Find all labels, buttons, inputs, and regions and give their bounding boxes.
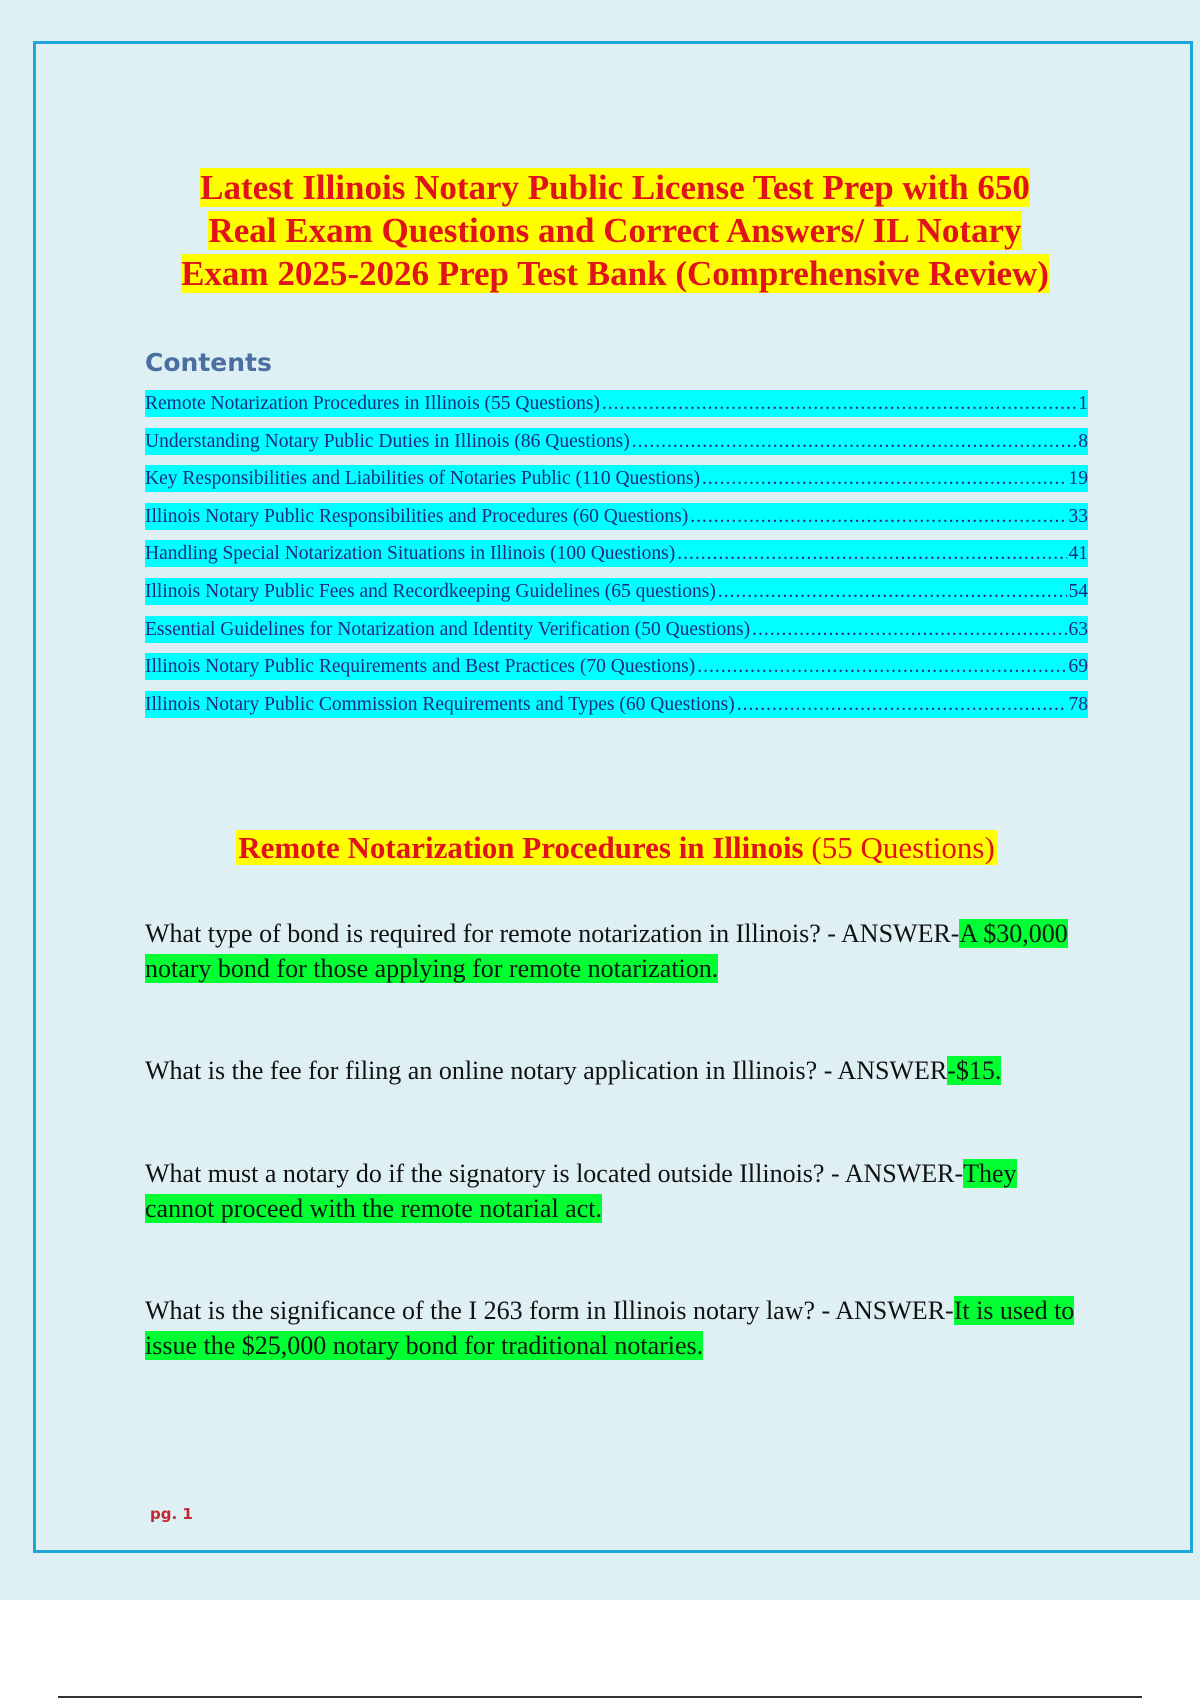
toc-page-number: 33 bbox=[1068, 505, 1088, 527]
question-item bbox=[145, 916, 1090, 986]
toc-leader-dots bbox=[702, 465, 1067, 492]
table-of-contents bbox=[145, 390, 1088, 728]
toc-page-number: 19 bbox=[1068, 468, 1088, 490]
toc-entry[interactable] bbox=[145, 616, 1088, 643]
toc-leader-dots bbox=[697, 653, 1066, 680]
toc-entry-text: Essential Guidelines for Notarization and Identity Verification (50 Questions) bbox=[145, 618, 751, 640]
section-question-count: (55 Questions) bbox=[811, 830, 995, 865]
title-line: Real Exam Questions and Correct Answers/ IL Notary bbox=[208, 211, 1022, 250]
section-title: Remote Notarization Procedures in Illinois bbox=[238, 830, 804, 865]
toc-leader-dots bbox=[677, 540, 1066, 567]
question-text: What must a notary do if the signatory is located outside Illinois? - ANSWER- bbox=[145, 1159, 964, 1188]
toc-entry-text: Illinois Notary Public Requirements and Best Practices (70 Questions) bbox=[145, 656, 696, 678]
question-text: What is the fee for filing an online notary application in Illinois? - ANSWER bbox=[145, 1056, 948, 1085]
toc-entry-text: Remote Notarization Procedures in Illinois (55 Questions) bbox=[145, 393, 600, 414]
toc-entry-text: Handling Special Notarization Situations in Illinois (100 Questions) bbox=[145, 543, 676, 565]
title-line: Latest Illinois Notary Public License Test Prep with 650 bbox=[200, 168, 1030, 207]
title-line: Exam 2025-2026 Prep Test Bank (Comprehensive Review) bbox=[181, 254, 1049, 293]
question-item bbox=[145, 1053, 1090, 1088]
toc-entry-text: Illinois Notary Public Responsibilities and Procedures (60 Questions) bbox=[145, 505, 689, 527]
toc-leader-dots bbox=[690, 503, 1066, 530]
toc-page-number: 63 bbox=[1068, 618, 1088, 640]
toc-page-number: 78 bbox=[1068, 693, 1088, 715]
document-title bbox=[110, 166, 1120, 295]
toc-entry[interactable] bbox=[145, 691, 1088, 718]
toc-entry[interactable] bbox=[145, 578, 1088, 605]
question-item bbox=[145, 1293, 1090, 1363]
toc-leader-dots bbox=[752, 616, 1066, 643]
answer-text: They cannot proceed with the remote notarial act. bbox=[145, 1159, 1017, 1223]
toc-leader-dots bbox=[737, 691, 1067, 718]
answer-text: -$15. bbox=[947, 1056, 1002, 1085]
bottom-divider bbox=[58, 1696, 1142, 1698]
toc-page-number: 41 bbox=[1068, 543, 1088, 565]
toc-leader-dots bbox=[632, 428, 1077, 455]
toc-page-number: 69 bbox=[1068, 656, 1088, 678]
toc-page-number: 1 bbox=[1078, 393, 1088, 414]
toc-leader-dots bbox=[602, 390, 1076, 417]
question-text: What is the significance of the I 263 form in Illinois notary law? - ANSWER- bbox=[145, 1296, 954, 1325]
toc-entry[interactable] bbox=[145, 465, 1088, 492]
contents-heading: Contents bbox=[145, 348, 272, 377]
toc-entry-text: Illinois Notary Public Commission Requirements and Types (60 Questions) bbox=[145, 693, 735, 715]
question-item bbox=[145, 1156, 1090, 1226]
answer-text: It is used to issue the $25,000 notary bond for traditional notaries. bbox=[145, 1296, 1075, 1360]
toc-entry[interactable] bbox=[145, 503, 1088, 530]
toc-leader-dots bbox=[718, 578, 1067, 605]
toc-entry-text: Illinois Notary Public Fees and Recordkeeping Guidelines (65 questions) bbox=[145, 580, 716, 602]
section-heading bbox=[145, 828, 1088, 868]
answer-text: A $30,000 notary bond for those applying for remote notarization. bbox=[145, 919, 1068, 983]
toc-entry[interactable] bbox=[145, 390, 1088, 417]
toc-entry-text: Key Responsibilities and Liabilities of Notaries Public (110 Questions) bbox=[145, 468, 700, 490]
toc-entry[interactable] bbox=[145, 653, 1088, 680]
page-number: pg. 1 bbox=[150, 1505, 193, 1523]
section-heading-highlight bbox=[236, 830, 997, 865]
toc-entry[interactable] bbox=[145, 540, 1088, 567]
toc-entry[interactable] bbox=[145, 428, 1088, 455]
toc-entry-text: Understanding Notary Public Duties in Illinois (86 Questions) bbox=[145, 430, 630, 452]
question-text: What type of bond is required for remote notarization in Illinois? - ANSWER- bbox=[145, 919, 960, 948]
toc-page-number: 8 bbox=[1078, 430, 1088, 452]
toc-page-number: 54 bbox=[1068, 580, 1088, 602]
